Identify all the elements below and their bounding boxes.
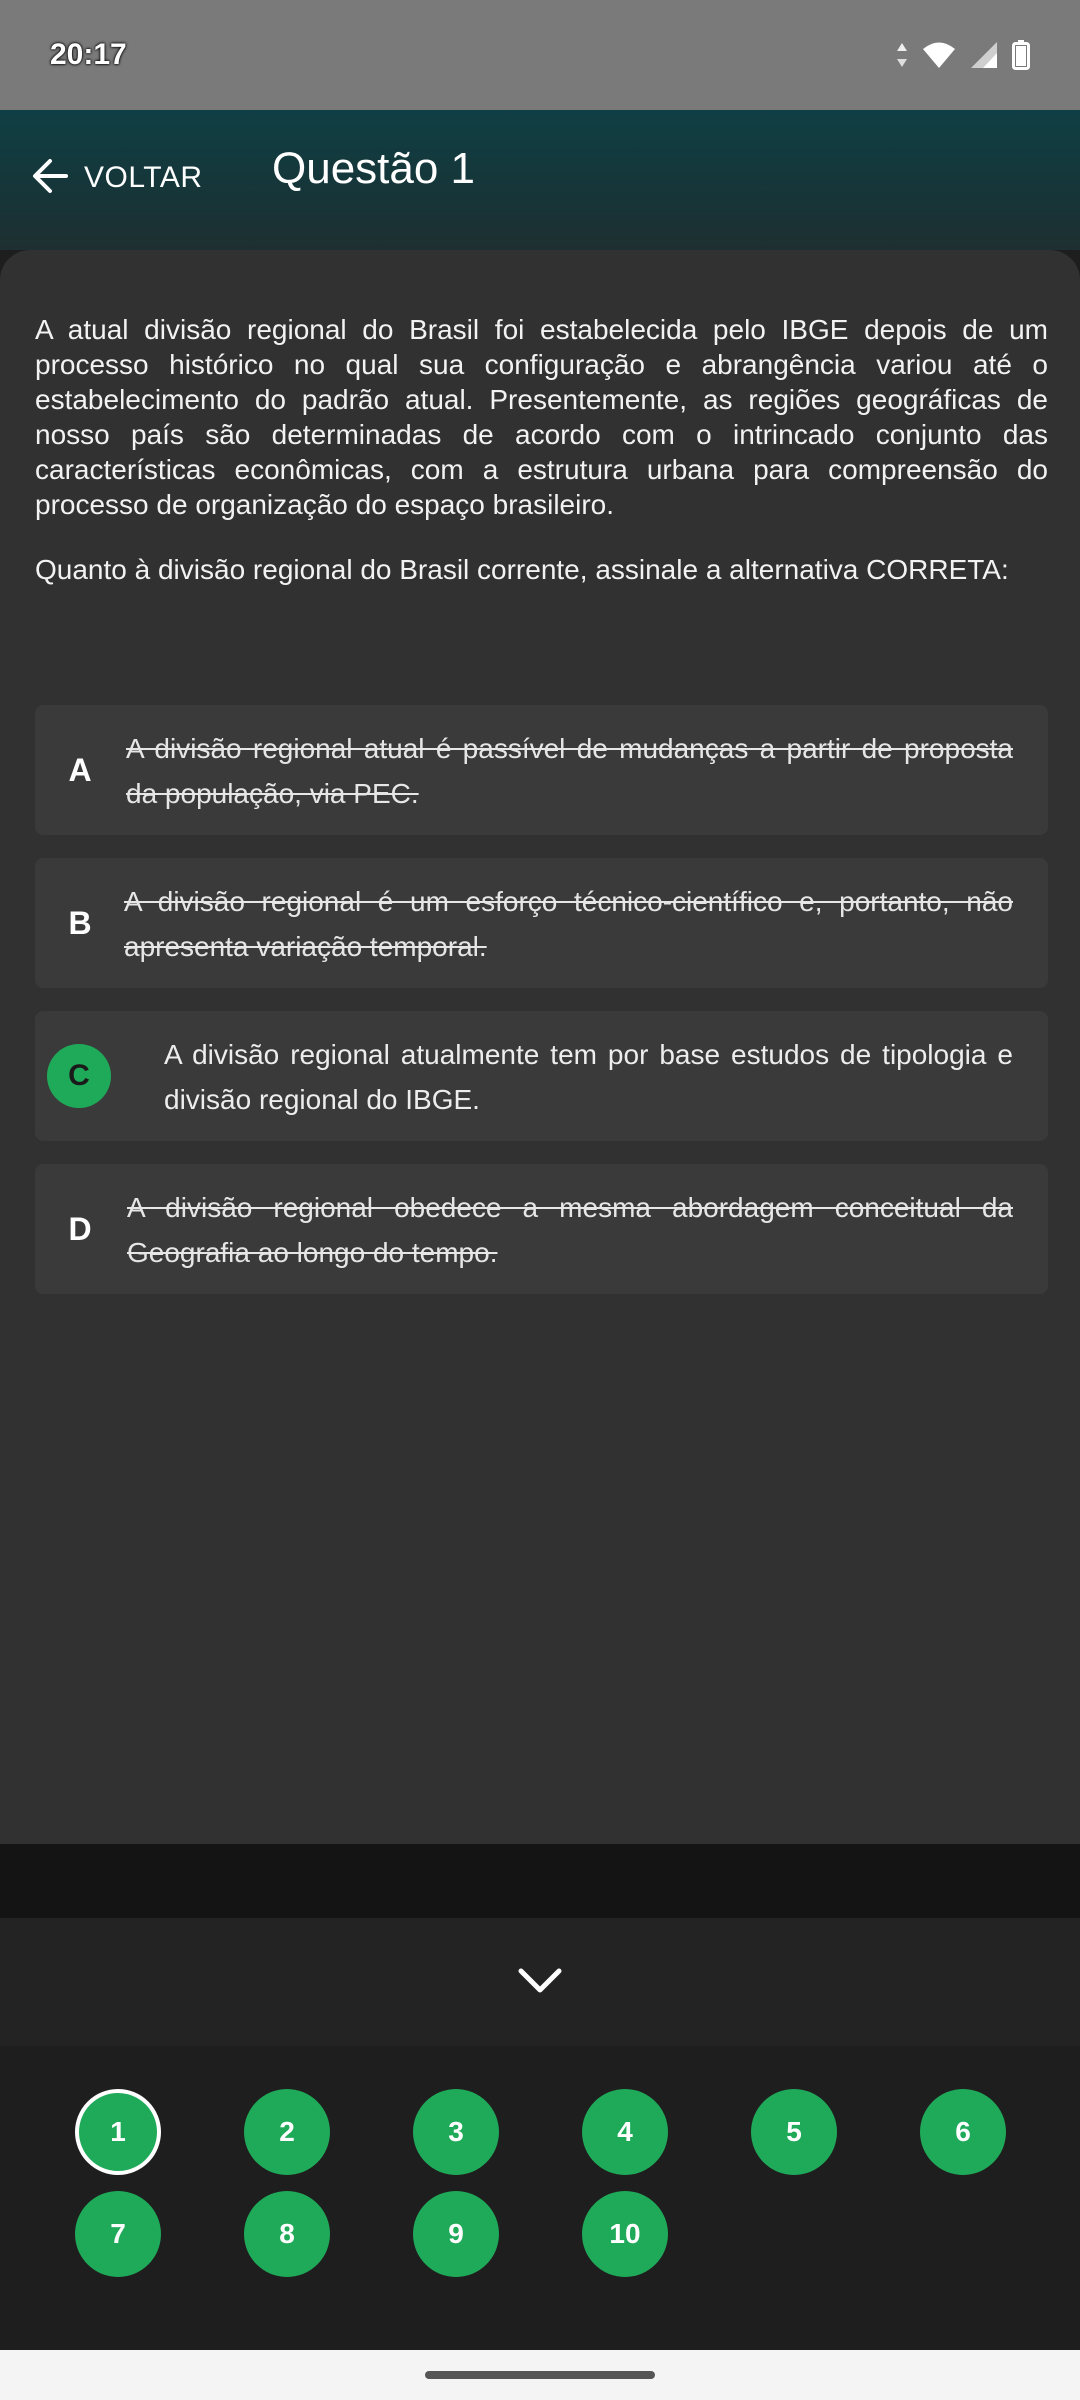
back-button[interactable] [30,148,203,208]
status-icons [896,40,1030,70]
option-c[interactable] [35,1011,1048,1141]
divider-strip [0,1844,1080,1918]
chevron-down-icon [515,1963,565,2002]
question-prompt: Quanto à divisão regional do Brasil corrente, assinale a alternativa CORRETA: [35,554,1009,585]
signal-icon [970,41,998,69]
question-button-4[interactable]: 4 [582,2089,668,2175]
option-text: A divisão regional obedece a mesma abordagem conceitual da Geografia ao longo do tempo. [127,1192,1013,1268]
question-button-1[interactable]: 1 [75,2089,161,2175]
option-letter: D [68,1210,92,1247]
back-label: VOLTAR [84,161,203,194]
option-text: A divisão regional é um esforço técnico-científico e, portanto, não apresenta variação temporal. [124,886,1013,962]
option-text: A divisão regional atual é passível de mudanças a partir de proposta da população, via PEC. [126,733,1013,809]
collapse-navigator-button[interactable] [0,1918,1080,2046]
wifi-icon [922,41,956,69]
status-bar [0,0,1080,110]
battery-icon [1012,40,1030,70]
option-text: A divisão regional atualmente tem por base estudos de tipologia e divisão regional do IBGE. [164,1039,1013,1115]
question-button-10[interactable]: 10 [582,2191,668,2277]
question-button-7[interactable]: 7 [75,2191,161,2277]
data-arrows-icon [896,42,908,68]
option-letter: A [68,751,92,788]
arrow-left-icon [30,156,70,201]
question-button-3[interactable]: 3 [413,2089,499,2175]
question-button-2[interactable]: 2 [244,2089,330,2175]
option-d[interactable] [35,1164,1048,1294]
app-header [0,110,1080,250]
selected-option-badge: C [47,1044,111,1108]
question-button-6[interactable]: 6 [920,2089,1006,2175]
question-statement: A atual divisão regional do Brasil foi estabelecida pelo IBGE depois de um processo histórico no qual sua configuração e abrangência variou até o estabelecimento do padrão atual. Presentemente, as regiões geográficas de nosso país são determinadas de acordo com o intrincado conjunto das características econômicas, com a estrutura urbana para compreensão do processo de organização do espaço brasileiro. [35,314,1048,520]
question-navigator [0,2046,1080,2350]
option-a[interactable] [35,705,1048,835]
question-card [0,250,1080,1844]
question-button-8[interactable]: 8 [244,2191,330,2277]
question-button-5[interactable]: 5 [751,2089,837,2175]
page-title: Questão 1 [272,144,476,193]
home-gesture-handle[interactable] [425,2371,655,2379]
option-letter: B [68,904,92,941]
system-navigation-bar [0,2350,1080,2400]
status-time: 20:17 [50,38,127,71]
option-b[interactable] [35,858,1048,988]
question-button-9[interactable]: 9 [413,2191,499,2277]
